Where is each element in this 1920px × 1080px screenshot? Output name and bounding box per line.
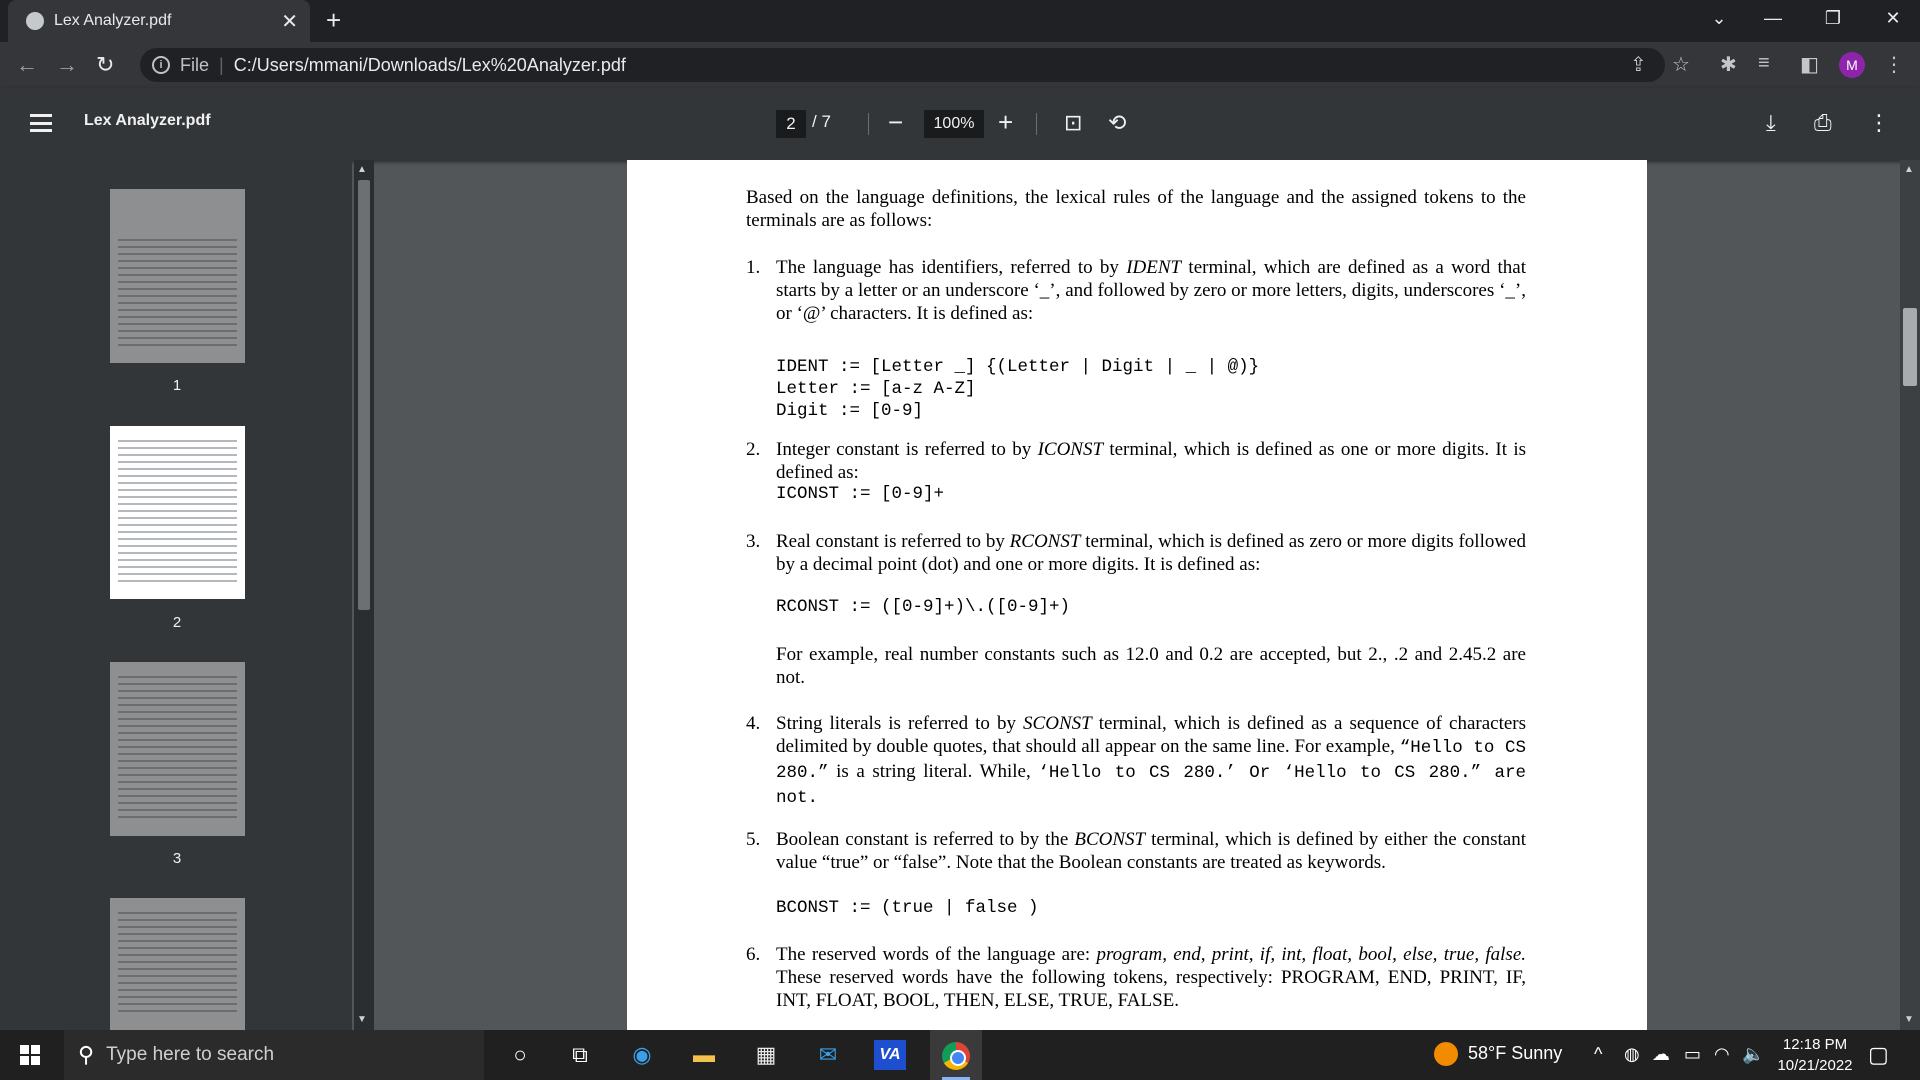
meet-now-icon[interactable]: ◍ [1624, 1044, 1640, 1064]
clock[interactable] [1770, 1034, 1860, 1076]
item-text: terminal, which are defined as a word that starts by a letter or an underscore ‘_’, and followed by zero or more letters, digits, underscores ‘_’, or ‘@’ characters. It is defined as: [776, 257, 1526, 324]
date: 10/21/2022 [1777, 1057, 1853, 1074]
scroll-up-icon[interactable]: ▲ [357, 164, 367, 175]
restore-button[interactable]: ❐ [1824, 7, 1842, 28]
item-text: is a string literal. While, [828, 761, 1039, 782]
item-number: 4. [746, 713, 761, 734]
browser-tab[interactable] [8, 0, 310, 42]
list-item-6 [746, 943, 1526, 1012]
list-item-1 [746, 256, 1526, 325]
example-paragraph: For example, real number constants such as 12.0 and 0.2 are accepted, but 2., .2 and 2.45.2 are not. [776, 644, 1526, 688]
more-actions-icon[interactable]: ⋮ [1868, 110, 1890, 135]
reload-icon[interactable]: ↻ [96, 52, 115, 77]
string-example: ‘Hello to CS 280.’ [1038, 763, 1236, 783]
tab-strip [0, 0, 1920, 42]
code-line: BCONST := (true | false ) [776, 898, 1039, 918]
store-icon[interactable]: ▦ [755, 1042, 777, 1067]
string-example: “Hello to CS 280.” [776, 738, 1527, 783]
browser-menu-icon[interactable]: ⋮ [1884, 54, 1904, 76]
minimize-button[interactable]: — [1764, 7, 1782, 28]
list-item-5 [746, 828, 1526, 874]
thumbnail-page-1[interactable] [110, 189, 245, 363]
bookmark-star-icon[interactable]: ☆ [1672, 54, 1690, 76]
item-text: terminal, which is defined as a sequence of characters delimited by double quotes, that should all appear on the same line. For example, [776, 713, 1527, 757]
share-icon[interactable]: ⇪ [1630, 54, 1647, 76]
forward-icon[interactable]: → [56, 52, 78, 77]
term: ICONST [1037, 439, 1104, 460]
item-text: terminal, which is defined as one or more digits. It is defined as: [776, 439, 1526, 483]
thumbnail-sidebar [0, 160, 352, 1030]
thumbnail-label: 1 [172, 377, 182, 394]
item-text: The reserved words of the language are: [776, 944, 1097, 965]
volume-icon[interactable]: 🔈 [1742, 1044, 1765, 1064]
tab-title: Lex Analyzer.pdf [54, 12, 172, 29]
extensions-icon[interactable]: ✱ [1720, 54, 1737, 76]
cortana-icon[interactable]: ○ [513, 1042, 527, 1067]
thumbnail-label: 3 [172, 850, 182, 867]
thumbnail-page-3[interactable] [110, 662, 245, 836]
intro-paragraph: Based on the language definitions, the lexical rules of the language and the assigned tokens to the terminals are as follows: [746, 187, 1526, 231]
print-icon[interactable]: ⎙ [1814, 110, 1832, 135]
item-number: 1. [746, 257, 761, 278]
item-text: terminal, which is defined as zero or more digits followed by a decimal point (dot) and one or more digits. It is defined as: [776, 531, 1526, 575]
code-line: Digit := [0-9] [776, 401, 924, 421]
globe-icon [26, 12, 44, 30]
item-text: Or [1235, 763, 1284, 783]
term: RCONST [1009, 531, 1081, 552]
visual-studio-icon[interactable]: VA [874, 1040, 906, 1070]
search-icon: ⚲ [78, 1042, 95, 1067]
zoom-out-button[interactable]: − [888, 107, 904, 137]
chevron-up-icon[interactable]: ^ [1594, 1044, 1603, 1064]
taskbar-search[interactable] [64, 1030, 484, 1080]
wifi-icon[interactable]: ◠ [1714, 1044, 1730, 1064]
reserved-words: program, end, print, if, int, float, bool, else, true, false. [1096, 944, 1527, 965]
scroll-up-icon[interactable]: ▲ [1904, 164, 1914, 175]
side-panel-icon[interactable]: ◧ [1800, 54, 1819, 76]
url-separator: | [219, 54, 224, 75]
reading-list-icon[interactable]: ≡ [1758, 52, 1770, 74]
sidebar-scroll-thumb[interactable] [358, 180, 370, 610]
term: BCONST [1074, 829, 1146, 850]
battery-icon[interactable]: ▭ [1684, 1044, 1702, 1064]
term: SCONST [1023, 713, 1092, 734]
divider [868, 113, 869, 135]
item-number: 5. [746, 829, 761, 850]
weather-text: 58°F Sunny [1468, 1042, 1563, 1063]
divider [1036, 113, 1037, 135]
term: IDENT [1126, 257, 1182, 278]
chrome-icon[interactable] [942, 1042, 970, 1070]
page-number-input[interactable]: 2 [776, 110, 806, 138]
list-item-2 [746, 438, 1526, 484]
profile-avatar[interactable]: M [1839, 52, 1865, 78]
item-text: String literals is referred to by [776, 713, 1024, 734]
task-view-icon[interactable]: ⧉ [572, 1042, 588, 1067]
download-icon[interactable]: ⤓ [1766, 110, 1776, 135]
scroll-down-icon[interactable]: ▼ [1904, 1014, 1914, 1025]
close-window-button[interactable]: ✕ [1885, 7, 1901, 28]
item-text: These reserved words have the following tokens, respectively: PROGRAM, END, PRINT, IF, INT, FLOAT, BOOL, THEN, ELSE, TRUE, FALSE. [776, 967, 1526, 1011]
fit-page-icon[interactable]: ⊡ [1064, 110, 1083, 135]
item-text: Integer constant is referred to by [776, 439, 1038, 460]
page-total: / 7 [812, 112, 831, 131]
time: 12:18 PM [1782, 1036, 1848, 1053]
code-line: Letter := [a-z A-Z] [776, 379, 976, 399]
new-tab-button[interactable]: + [326, 5, 342, 35]
zoom-input[interactable]: 100% [924, 110, 984, 138]
scroll-down-icon[interactable]: ▼ [357, 1014, 367, 1025]
sun-icon [1434, 1042, 1458, 1066]
thumbnail-label: 2 [172, 614, 182, 631]
edge-icon[interactable]: ◉ [632, 1042, 652, 1067]
info-icon[interactable]: i [152, 56, 170, 74]
list-item-3 [746, 530, 1526, 576]
pdf-page [627, 160, 1647, 1030]
close-tab-icon[interactable]: ✕ [281, 10, 298, 33]
item-text: are not. [776, 763, 1527, 808]
weather-widget[interactable] [1434, 1042, 1562, 1066]
code-line: ICONST := [0-9]+ [776, 484, 945, 504]
code-line: IDENT := [Letter _] {(Letter | Digit | _ | @)} [776, 357, 1260, 377]
pdf-title: Lex Analyzer.pdf [84, 112, 211, 129]
string-example: ‘Hello to CS 280.” [1283, 763, 1482, 783]
item-text: Real constant is referred to by [776, 531, 1010, 552]
item-number: 3. [746, 531, 761, 552]
menu-icon[interactable] [30, 114, 52, 132]
item-text: The language has identifiers, referred to by [776, 257, 1127, 278]
rotate-icon[interactable]: ⟲ [1108, 110, 1127, 135]
code-line: RCONST := ([0-9]+)\.([0-9]+) [776, 597, 1071, 617]
tab-search-icon[interactable]: ⌄ [1711, 7, 1727, 28]
url-text[interactable]: C:/Users/mmani/Downloads/Lex%20Analyzer.pdf [233, 54, 626, 75]
item-text: Boolean constant is referred to by the [776, 829, 1075, 850]
url-scheme-label: File [180, 54, 210, 75]
document-scrollbar[interactable] [1900, 160, 1920, 1030]
list-item-4 [746, 712, 1526, 810]
document-scroll-thumb[interactable] [1903, 308, 1917, 386]
item-number: 6. [746, 944, 761, 965]
mail-icon[interactable]: ✉ [818, 1042, 838, 1067]
thumbnail-page-2[interactable] [110, 426, 245, 599]
windows-start-icon[interactable] [20, 1045, 40, 1065]
zoom-in-button[interactable]: + [998, 107, 1014, 137]
search-placeholder: Type here to search [106, 1044, 275, 1065]
thumbnail-page-4[interactable] [110, 898, 245, 1030]
file-explorer-icon[interactable]: ▬ [693, 1042, 715, 1067]
item-text: terminal, which is defined by either the constant value “true” or “false”. Note that the Boolean constants are treated as keywords. [776, 829, 1526, 873]
back-icon[interactable]: ← [16, 52, 38, 77]
item-number: 2. [746, 439, 761, 460]
onedrive-icon[interactable]: ☁ [1652, 1044, 1670, 1064]
notification-icon[interactable]: ▢ [1868, 1042, 1889, 1067]
omnibox[interactable] [140, 48, 1665, 82]
